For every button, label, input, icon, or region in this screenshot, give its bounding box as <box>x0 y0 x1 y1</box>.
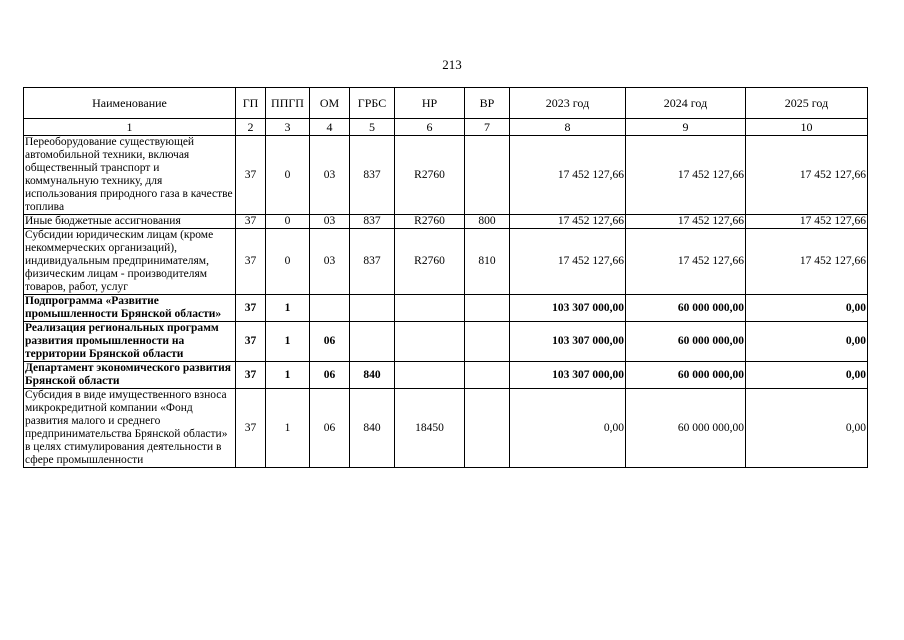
column-number: 4 <box>310 119 350 136</box>
om-cell: 03 <box>310 215 350 229</box>
header-cell: 2025 год <box>746 88 868 119</box>
vr-cell: 800 <box>465 215 510 229</box>
amount-2023: 17 452 127,66 <box>510 215 626 229</box>
row-name: Переоборудование существующей автомобильной техники, включая общественный транспорт и коммунальную технику, для использования природного газа в качестве топлива <box>24 136 236 215</box>
table-row <box>24 136 868 215</box>
vr-cell <box>465 136 510 215</box>
column-number: 10 <box>746 119 868 136</box>
nr-cell: R2760 <box>395 229 465 295</box>
om-cell: 06 <box>310 389 350 468</box>
amount-2023: 0,00 <box>510 389 626 468</box>
row-name: Субсидия в виде имущественного взноса микрокредитной компании «Фонд развития малого и среднего предпринимательства Брянской области» в целях стимулирования деятельности в сфере промышленности <box>24 389 236 468</box>
amount-2024: 17 452 127,66 <box>626 229 746 295</box>
table-row <box>24 322 868 362</box>
column-number: 1 <box>24 119 236 136</box>
gp-cell: 37 <box>236 215 266 229</box>
ppgp-cell: 1 <box>266 362 310 389</box>
row-name: Реализация региональных программ развития промышленности на территории Брянской области <box>24 322 236 362</box>
amount-2023: 103 307 000,00 <box>510 362 626 389</box>
amount-2024: 17 452 127,66 <box>626 136 746 215</box>
ppgp-cell: 0 <box>266 136 310 215</box>
grbs-cell <box>350 322 395 362</box>
amount-2025: 0,00 <box>746 322 868 362</box>
amount-2025: 0,00 <box>746 362 868 389</box>
header-cell: ГРБС <box>350 88 395 119</box>
column-number: 6 <box>395 119 465 136</box>
amount-2025: 0,00 <box>746 389 868 468</box>
vr-cell <box>465 362 510 389</box>
header-cell: НР <box>395 88 465 119</box>
row-name: Иные бюджетные ассигнования <box>24 215 236 229</box>
column-number: 9 <box>626 119 746 136</box>
column-number: 7 <box>465 119 510 136</box>
grbs-cell: 837 <box>350 215 395 229</box>
amount-2024: 60 000 000,00 <box>626 389 746 468</box>
grbs-cell: 840 <box>350 389 395 468</box>
amount-2025: 0,00 <box>746 295 868 322</box>
amount-2023: 17 452 127,66 <box>510 136 626 215</box>
grbs-cell <box>350 295 395 322</box>
amount-2024: 60 000 000,00 <box>626 362 746 389</box>
om-cell: 06 <box>310 362 350 389</box>
ppgp-cell: 0 <box>266 215 310 229</box>
gp-cell: 37 <box>236 389 266 468</box>
header-cell: 2023 год <box>510 88 626 119</box>
vr-cell <box>465 389 510 468</box>
amount-2025: 17 452 127,66 <box>746 136 868 215</box>
amount-2023: 17 452 127,66 <box>510 229 626 295</box>
header-cell: ВР <box>465 88 510 119</box>
table-row <box>24 229 868 295</box>
header-row <box>24 88 868 119</box>
nr-cell: R2760 <box>395 136 465 215</box>
nr-cell <box>395 322 465 362</box>
vr-cell <box>465 295 510 322</box>
page-number: 213 <box>442 57 462 72</box>
grbs-cell: 837 <box>350 136 395 215</box>
amount-2024: 17 452 127,66 <box>626 215 746 229</box>
table-row <box>24 295 868 322</box>
om-cell: 06 <box>310 322 350 362</box>
header-cell: ГП <box>236 88 266 119</box>
gp-cell: 37 <box>236 295 266 322</box>
header-cell: Наименование <box>24 88 236 119</box>
column-number: 2 <box>236 119 266 136</box>
nr-cell <box>395 295 465 322</box>
table-row <box>24 215 868 229</box>
amount-2023: 103 307 000,00 <box>510 322 626 362</box>
amount-2025: 17 452 127,66 <box>746 215 868 229</box>
amount-2024: 60 000 000,00 <box>626 322 746 362</box>
table-row <box>24 362 868 389</box>
nr-cell <box>395 362 465 389</box>
grbs-cell: 840 <box>350 362 395 389</box>
grbs-cell: 837 <box>350 229 395 295</box>
gp-cell: 37 <box>236 136 266 215</box>
column-number-row <box>24 119 868 136</box>
amount-2023: 103 307 000,00 <box>510 295 626 322</box>
nr-cell: R2760 <box>395 215 465 229</box>
row-name: Субсидии юридическим лицам (кроме некоммерческих организаций), индивидуальным предпринимателям, физическим лицам - производителям товаров, работ, услуг <box>24 229 236 295</box>
vr-cell: 810 <box>465 229 510 295</box>
row-name: Департамент экономического развития Брянской области <box>24 362 236 389</box>
ppgp-cell: 1 <box>266 389 310 468</box>
amount-2024: 60 000 000,00 <box>626 295 746 322</box>
header-cell: ППГП <box>266 88 310 119</box>
header-cell: ОМ <box>310 88 350 119</box>
vr-cell <box>465 322 510 362</box>
ppgp-cell: 1 <box>266 322 310 362</box>
column-number: 8 <box>510 119 626 136</box>
gp-cell: 37 <box>236 229 266 295</box>
row-name: Подпрограмма «Развитие промышленности Брянской области» <box>24 295 236 322</box>
gp-cell: 37 <box>236 362 266 389</box>
om-cell <box>310 295 350 322</box>
ppgp-cell: 0 <box>266 229 310 295</box>
om-cell: 03 <box>310 229 350 295</box>
ppgp-cell: 1 <box>266 295 310 322</box>
om-cell: 03 <box>310 136 350 215</box>
budget-table <box>23 87 868 468</box>
nr-cell: 18450 <box>395 389 465 468</box>
column-number: 3 <box>266 119 310 136</box>
gp-cell: 37 <box>236 322 266 362</box>
amount-2025: 17 452 127,66 <box>746 229 868 295</box>
header-cell: 2024 год <box>626 88 746 119</box>
column-number: 5 <box>350 119 395 136</box>
table-row <box>24 389 868 468</box>
